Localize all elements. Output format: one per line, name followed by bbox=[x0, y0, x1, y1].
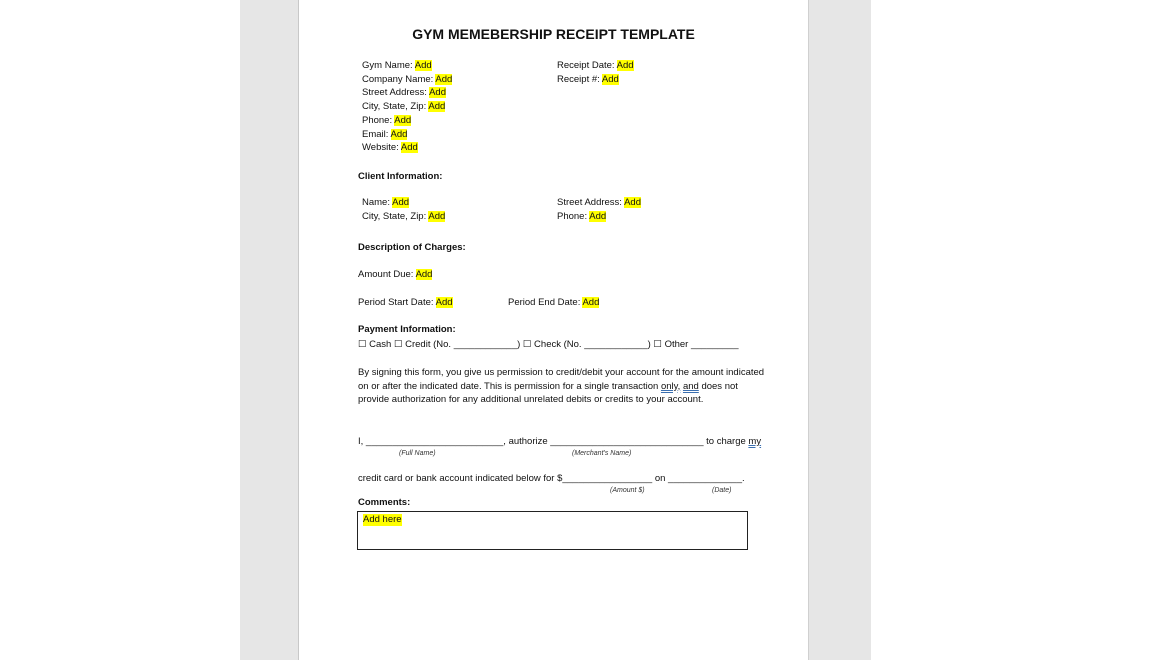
client-phone-field[interactable] bbox=[557, 211, 606, 223]
authorize-line[interactable] bbox=[358, 436, 761, 448]
email-label: Email: bbox=[362, 128, 391, 140]
document-title: GYM MEMEBERSHIP RECEIPT TEMPLATE bbox=[412, 26, 695, 42]
street-address-value[interactable]: Add bbox=[429, 87, 446, 99]
period-end-label: Period End Date: bbox=[508, 297, 583, 308]
gym-name-value[interactable]: Add bbox=[414, 60, 432, 71]
gym-name-field[interactable] bbox=[362, 60, 432, 72]
receipt-number-label: Receipt #: bbox=[557, 73, 602, 85]
payment-options[interactable]: ☐ Cash ☐ Credit (No. ____________) ☐ Check (No. ____________) ☐ Other _________ bbox=[358, 339, 739, 350]
client-phone-label: Phone: bbox=[557, 210, 590, 222]
gym-name-label: Gym Name: bbox=[362, 60, 415, 71]
charges-heading: Description of Charges: bbox=[358, 242, 466, 253]
phone-field[interactable] bbox=[362, 115, 411, 127]
comments-heading: Comments: bbox=[358, 497, 411, 508]
period-start-field[interactable] bbox=[358, 297, 453, 309]
client-street-address-field[interactable] bbox=[557, 197, 641, 209]
amount-due-value[interactable]: Add bbox=[415, 269, 433, 280]
auth-text-only: only, bbox=[660, 380, 681, 392]
receipt-number-value[interactable]: Add bbox=[601, 73, 619, 85]
client-phone-value[interactable]: Add bbox=[589, 210, 607, 222]
payment-heading: Payment Information: bbox=[358, 324, 456, 335]
client-street-address-label: Street Address: bbox=[557, 197, 625, 208]
comments-value[interactable]: Add here bbox=[363, 514, 402, 525]
company-name-field[interactable] bbox=[362, 74, 452, 86]
period-end-value[interactable]: Add bbox=[582, 297, 600, 308]
website-label: Website: bbox=[362, 142, 401, 154]
merchant-name-caption: (Merchant's Name) bbox=[572, 450, 632, 457]
street-address-label: Street Address: bbox=[362, 87, 430, 99]
period-start-label: Period Start Date: bbox=[358, 297, 436, 308]
authorize-text: I, __________________________, authorize _____________________________ to charge bbox=[358, 436, 749, 447]
auth-text-and: and bbox=[682, 380, 699, 392]
date-caption: (Date) bbox=[712, 487, 732, 494]
company-name-label: Company Name: bbox=[362, 73, 436, 85]
city-state-zip-field[interactable] bbox=[362, 101, 445, 113]
period-end-field[interactable] bbox=[508, 297, 599, 309]
receipt-date-field[interactable] bbox=[557, 60, 634, 72]
client-name-label: Name: bbox=[362, 197, 393, 208]
document-page bbox=[298, 0, 809, 660]
phone-value[interactable]: Add bbox=[394, 114, 412, 126]
client-city-state-zip-label: City, State, Zip: bbox=[362, 210, 429, 222]
website-value[interactable]: Add bbox=[400, 142, 418, 154]
period-start-value[interactable]: Add bbox=[435, 297, 453, 308]
client-heading: Client Information: bbox=[358, 171, 443, 182]
email-field[interactable] bbox=[362, 129, 407, 141]
street-address-field[interactable] bbox=[362, 87, 446, 99]
comments-box[interactable] bbox=[357, 511, 748, 550]
auth-text-2: does not provide authorization for any additional unrelated debits or credits to your account. bbox=[358, 380, 738, 406]
company-name-value[interactable]: Add bbox=[435, 73, 453, 85]
receipt-number-field[interactable] bbox=[557, 74, 619, 86]
client-name-field[interactable] bbox=[362, 197, 409, 209]
client-city-state-zip-field[interactable] bbox=[362, 211, 445, 223]
auth-text-1: By signing this form, you give us permission to credit/debit your account for the amount indicated on or after the indicated date. This is permission for a single transaction bbox=[358, 367, 765, 392]
charge-line[interactable]: credit card or bank account indicated below for $_________________ on ______________. bbox=[358, 473, 745, 484]
client-street-address-value[interactable]: Add bbox=[624, 197, 641, 208]
receipt-date-label: Receipt Date: bbox=[557, 60, 617, 71]
city-state-zip-label: City, State, Zip: bbox=[362, 101, 429, 113]
client-city-state-zip-value[interactable]: Add bbox=[428, 210, 446, 222]
website-field[interactable] bbox=[362, 142, 418, 154]
email-value[interactable]: Add bbox=[390, 128, 408, 140]
authorization-paragraph bbox=[358, 366, 766, 407]
amount-due-label: Amount Due: bbox=[358, 269, 416, 280]
amount-caption: (Amount $) bbox=[610, 487, 645, 494]
phone-label: Phone: bbox=[362, 114, 395, 126]
authorize-my: my bbox=[748, 436, 762, 447]
city-state-zip-value[interactable]: Add bbox=[428, 101, 446, 113]
receipt-date-value[interactable]: Add bbox=[616, 60, 634, 71]
amount-due-field[interactable] bbox=[358, 269, 432, 281]
client-name-value[interactable]: Add bbox=[392, 197, 410, 208]
full-name-caption: (Full Name) bbox=[399, 450, 436, 457]
